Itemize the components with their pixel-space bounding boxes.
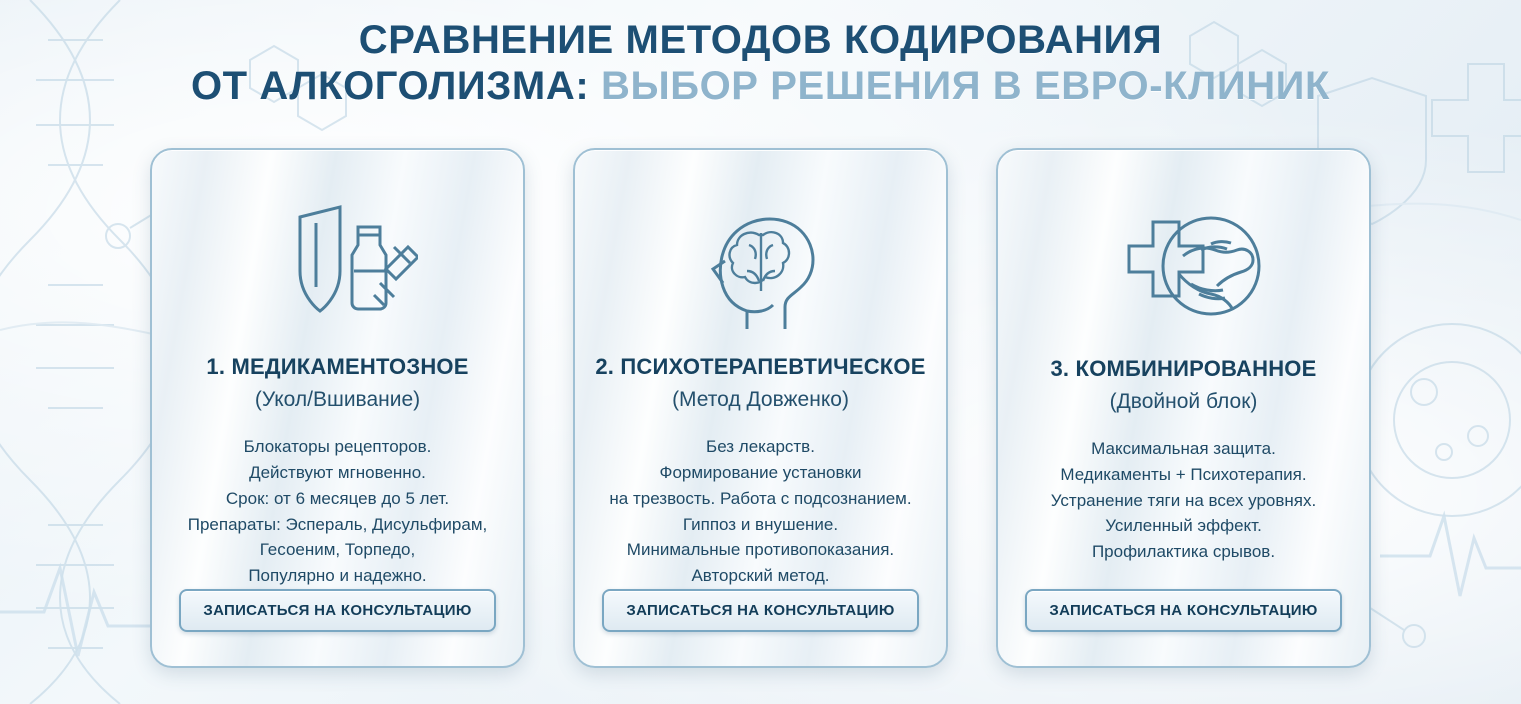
card-body-line: Авторский метод. [691,566,830,586]
shield-ampoule-syringe-icon [258,198,418,336]
consultation-button[interactable]: ЗАПИСАТЬСЯ НА КОНСУЛЬТАЦИЮ [179,589,495,632]
card-body-line: Медикаменты + Психотерапия. [1060,464,1307,484]
card-body-line: Минимальные противопоказания. [626,540,895,560]
consultation-button[interactable]: ЗАПИСАТЬСЯ НА КОНСУЛЬТАЦИЮ [1025,589,1341,632]
card-body-line: Усиленный эффект. [1105,516,1262,536]
page-title [0,18,1521,109]
card-body-line: Формирование установки [659,462,862,482]
consultation-button[interactable]: ЗАПИСАТЬСЯ НА КОНСУЛЬТАЦИЮ [602,589,918,632]
card-psychotherapy[interactable] [573,148,948,668]
card-body-line: Популярно и надежно. [248,566,427,586]
card-body-line: Действуют мгновенно. [249,462,426,482]
card-body-line: Гесоеним, Торпедо, [259,540,416,560]
title-line-2-dark: ОТ АЛКОГОЛИЗМА: [190,63,590,108]
card-subtitle: (Метод Довженко) [672,388,849,412]
card-body [609,434,911,589]
card-subtitle: (Укол/Вшивание) [254,388,421,412]
card-body-line: Максимальная защита. [1091,439,1276,458]
card-body [1051,436,1316,589]
card-body-line: Срок: от 6 месяцев до 5 лет. [225,488,450,508]
card-body-line: Профилактика срывов. [1091,542,1276,562]
card-subtitle: (Двойной блок) [1109,390,1258,413]
title-line-2 [0,64,1521,110]
card-body-line: Без лекарств. [706,437,815,457]
title-line-2-light: ВЫБОР РЕШЕНИЯ В ЕВРО-КЛИНИК [600,63,1331,108]
card-body-line: на трезвость. Работа с подсознанием. [609,488,912,508]
method-cards [0,148,1521,668]
card-body [188,434,488,589]
card-medication[interactable] [150,148,525,668]
card-heading: 3. КОМБИНИРОВАННОЕ [1050,356,1317,381]
card-heading: 1. МЕДИКАМЕНТОЗНОЕ [206,354,469,380]
head-brain-icon [681,198,841,336]
card-body-line: Препараты: Эспераль, Дисульфирам, [187,514,488,534]
title-line-1: СРАВНЕНИЕ МЕТОДОВ КОДИРОВАНИЯ [358,18,1163,62]
card-heading: 2. ПСИХОТЕРАПЕВТИЧЕСКОЕ [595,354,926,380]
card-body-line: Блокаторы рецепторов. [243,437,432,457]
cross-helping-hands-icon [1099,198,1269,338]
card-combined[interactable] [996,148,1371,668]
card-body-line: Гиппоз и внушение. [682,514,839,534]
card-body-line: Устранение тяги на всех уровнях. [1050,490,1317,510]
